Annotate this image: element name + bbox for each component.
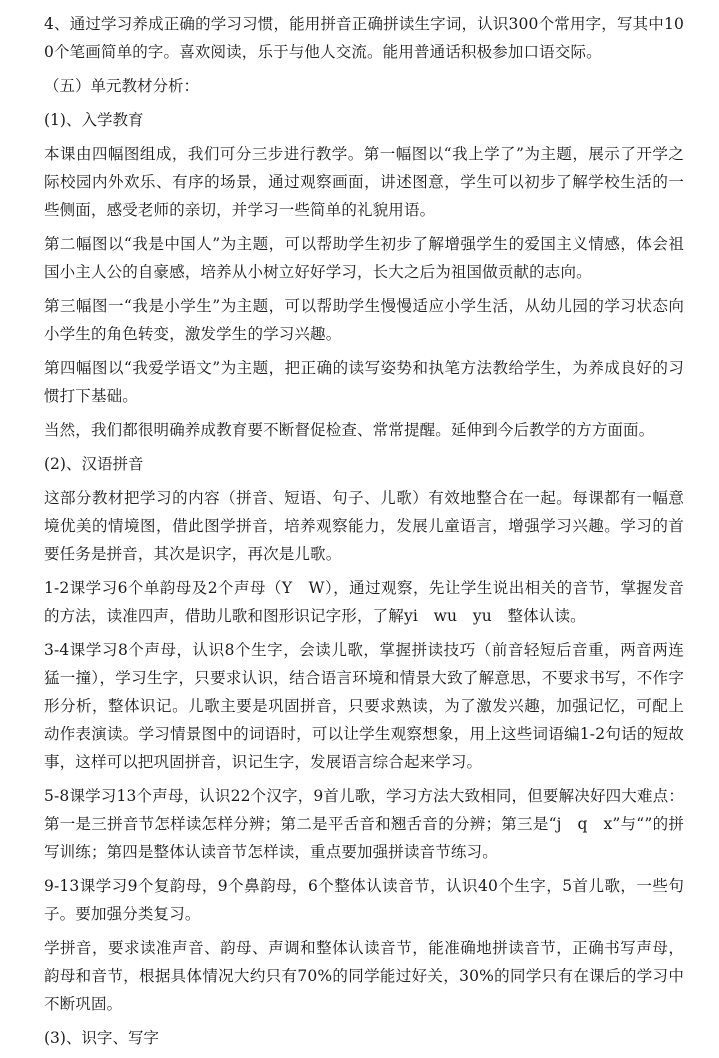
objective-4-paragraph: 4、通过学习养成正确的学习习惯，能用拼音正确拼读生字词，认识300个常用字，写其中100个笔画简单的字。喜欢阅读，乐于与他人交流。能用普通话积极参加口语交际。 <box>44 15 684 61</box>
lesson-overview-paragraph: 本课由四幅图组成，我们可分三步进行教学。第一幅图以“我上学了”为主题，展示了开学之际校园内外欢乐、有序的场景，通过观察画面，讲述图意，学生可以初步了解学校生活的一些侧面，感受老师的亲切，并学习一些简单的礼貌用语。 <box>44 145 684 219</box>
unit-analysis-heading: （五）单元教材分析： <box>44 77 200 95</box>
lesson-1-2-paragraph: 1-2课学习6个单韵母及2个声母（Y W），通过观察，先让学生说出相关的音节，掌握发音的方法，读准四声，借助儿歌和图形识记字形，了解yi wu yu 整体认读。 <box>44 579 684 625</box>
lesson-3-4-paragraph: 3-4课学习8个声母，认识8个生字，会读儿歌，掌握拼读技巧（前音轻短后音重，两音两连猛一撞），学习生字，只要求认识，结合语言环境和情景大致了解意思，不要求书写，不作字形分析，整体识记。儿歌主要是巩固拼音，只要求熟读，为了激发兴趣，加强记忆，可配上动作表演读。学习情景图中的词语时，可以让学生观察想象，用上这些词语编1-2句话的短故事，这样可以把巩固拼音，识记生字，发展语言综合起来学习。 <box>44 641 684 771</box>
habit-education-paragraph: 当然，我们都很明确养成教育要不断督促检查、常常提醒。延伸到今后教学的方方面面。 <box>44 421 655 439</box>
section-2-heading: (2)、汉语拼音 <box>44 455 144 473</box>
picture-4-paragraph: 第四幅图以“我爱学语文”为主题，把正确的读写姿势和执笔方法教给学生，为养成良好的习惯打下基础。 <box>44 359 684 405</box>
document-page <box>44 10 684 1058</box>
lesson-9-13-paragraph: 9-13课学习9个复韵母，9个鼻韵母，6个整体认读音节，认识40个生字，5首儿歌，一些句子。要加强分类复习。 <box>44 877 684 923</box>
pinyin-requirements-paragraph: 学拼音，要求读准声音、韵母、声调和整体认读音节，能准确地拼读音节，正确书写声母，韵母和音节，根据具体情况大约只有70%的同学能过好关，30%的同学只有在课后的学习中不断巩固。 <box>44 939 684 1013</box>
section-1-heading: (1)、入学教育 <box>44 111 144 129</box>
section-3-heading: (3)、识字、写字 <box>44 1029 159 1047</box>
lesson-5-8-paragraph: 5-8课学习13个声母，认识22个汉字，9首儿歌，学习方法大致相同，但要解决好四大难点：第一是三拼音节怎样读怎样分辨；第二是平舌音和翘舌音的分辨；第三是“j q x”与“”的拼写训练；第四是整体认读音节怎样读，重点要加强拼读音节练习。 <box>44 787 684 861</box>
pinyin-intro-paragraph: 这部分教材把学习的内容（拼音、短语、句子、儿歌）有效地整合在一起。每课都有一幅意境优美的情境图，借此图学拼音，培养观察能力，发展儿童语言，增强学习兴趣。学习的首要任务是拼音，其次是识字，再次是儿歌。 <box>44 489 684 563</box>
picture-3-paragraph: 第三幅图一“我是小学生”为主题，可以帮助学生慢慢适应小学生活，从幼儿园的学习状态向小学生的角色转变，激发学生的学习兴趣。 <box>44 297 684 343</box>
picture-2-paragraph: 第二幅图以“我是中国人”为主题，可以帮助学生初步了解增强学生的爱国主义情感，体会祖国小主人公的自豪感，培养从小树立好好学习，长大之后为祖国做贡献的志向。 <box>44 235 684 281</box>
